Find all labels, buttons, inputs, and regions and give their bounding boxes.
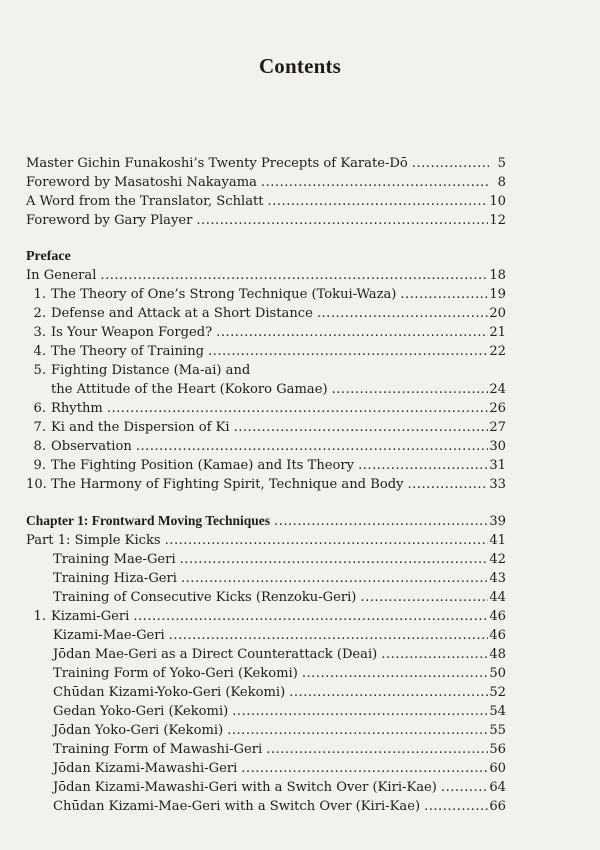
chapter-heading <box>26 511 506 531</box>
toc-entry-page: 31 <box>489 458 506 473</box>
toc-entry-text: Kizami-Mae-Geri <box>53 628 165 643</box>
kizami-items <box>26 626 506 816</box>
table-of-contents <box>26 154 506 833</box>
toc-entry-title <box>26 437 132 456</box>
toc-entry-title <box>26 740 262 759</box>
dot-leader <box>360 588 488 607</box>
toc-entry-number: 3. <box>33 325 46 340</box>
toc-entry-title <box>26 399 103 418</box>
toc-entry <box>26 192 506 211</box>
toc-entry-text: Observation <box>51 439 132 454</box>
toc-entry-title: Part 1: Simple Kicks <box>26 533 161 548</box>
dot-leader <box>100 266 488 285</box>
dot-leader <box>412 154 489 173</box>
toc-entry-text: Training Hiza-Geri <box>53 571 177 586</box>
toc-entry-text: The Harmony of Fighting Spirit, Technique and Body <box>51 477 404 492</box>
toc-entry-title <box>26 721 223 740</box>
dot-leader <box>332 380 489 399</box>
toc-entry-page: 12 <box>489 213 506 228</box>
toc-entry-title <box>26 607 129 626</box>
toc-entry-text: Training Form of Mawashi-Geri <box>53 742 263 757</box>
toc-entry-title <box>26 304 313 323</box>
toc-entry <box>26 626 506 645</box>
toc-entry <box>26 418 506 437</box>
toc-entry-text: Jōdan Kizami-Mawashi-Geri <box>53 761 238 776</box>
toc-entry-title <box>26 418 230 437</box>
toc-entry-text: Kizami-Geri <box>51 609 130 624</box>
toc-entry-page: 27 <box>489 420 506 435</box>
dot-leader <box>407 475 488 494</box>
preface-items <box>26 285 506 494</box>
toc-entry-page: 66 <box>489 799 506 814</box>
toc-entry <box>26 323 506 342</box>
toc-entry-page: 24 <box>489 382 506 397</box>
dot-leader <box>216 323 488 342</box>
toc-entry-title <box>26 778 437 797</box>
dot-leader <box>196 211 488 230</box>
section-heading: Preface <box>26 249 71 264</box>
toc-entry-page: 46 <box>489 628 506 643</box>
toc-entry-number: 5. <box>33 363 46 378</box>
toc-entry-title <box>26 475 403 494</box>
toc-entry-title: Foreword by Gary Player <box>26 213 193 228</box>
toc-entry-title: Foreword by Masatoshi Nakayama <box>26 175 257 190</box>
toc-entry <box>26 721 506 740</box>
toc-entry <box>26 173 506 192</box>
dot-leader <box>232 702 488 721</box>
toc-entry-page: 55 <box>489 723 506 738</box>
dot-leader <box>441 778 488 797</box>
toc-entry-text: Rhythm <box>51 401 103 416</box>
toc-entry-number: 7. <box>33 420 46 435</box>
toc-entry-title: Master Gichin Funakoshi’s Twenty Precepts of Karate-Dō <box>26 156 408 171</box>
toc-entry-title <box>26 323 212 342</box>
toc-entry-number: 6. <box>33 401 46 416</box>
dot-leader <box>289 683 488 702</box>
toc-entry-title <box>26 361 250 380</box>
toc-entry <box>26 266 506 285</box>
toc-entry <box>26 475 506 494</box>
dot-leader <box>180 550 489 569</box>
chapter1-group <box>26 511 506 816</box>
page-title: Contents <box>258 54 342 78</box>
toc-entry-text: The Theory of One’s Strong Technique (Tokui-Waza) <box>51 287 397 302</box>
toc-entry-number: 10. <box>26 477 47 492</box>
toc-entry-text: the Attitude of the Heart (Kokoro Gamae) <box>51 382 328 397</box>
toc-entry <box>26 550 506 569</box>
toc-entry-text: Jōdan Yoko-Geri (Kekomi) <box>53 723 224 738</box>
toc-entry-title <box>26 342 204 361</box>
toc-entry <box>26 399 506 418</box>
toc-entry-title: In General <box>26 268 97 283</box>
toc-entry-text: Training Form of Yoko-Geri (Kekomi) <box>53 666 298 681</box>
toc-entry-page: 44 <box>489 590 506 605</box>
toc-entry-title <box>26 759 237 778</box>
dot-leader <box>268 192 489 211</box>
toc-entry-page: 26 <box>489 401 506 416</box>
toc-entry-page: 64 <box>489 780 506 795</box>
toc-entry-title <box>26 456 354 475</box>
dot-leader <box>424 797 488 816</box>
toc-entry-page: 39 <box>489 514 506 529</box>
toc-entry <box>26 285 506 304</box>
dot-leader <box>317 304 488 323</box>
toc-entry-text: The Fighting Position (Kamae) and Its Theory <box>51 458 355 473</box>
toc-entry <box>26 531 506 550</box>
toc-entry-text: Chūdan Kizami-Mae-Geri with a Switch Over (Kiri-Kae) <box>53 799 421 814</box>
toc-entry-page: 46 <box>489 609 506 624</box>
toc-entry-title: A Word from the Translator, Schlatt <box>26 194 264 209</box>
toc-entry <box>26 664 506 683</box>
toc-entry-page: 56 <box>489 742 506 757</box>
toc-entry <box>26 702 506 721</box>
toc-entry-text: Gedan Yoko-Geri (Kekomi) <box>53 704 229 719</box>
toc-entry-page: 52 <box>489 685 506 700</box>
toc-entry-page: 43 <box>489 571 506 586</box>
toc-entry-text: Training of Consecutive Kicks (Renzoku-Geri) <box>53 590 357 605</box>
front-matter-group <box>26 154 506 230</box>
toc-entry-title <box>26 683 285 702</box>
toc-entry <box>26 645 506 664</box>
toc-entry-text: Ki and the Dispersion of Ki <box>51 420 230 435</box>
toc-entry-number: 4. <box>33 344 46 359</box>
dot-leader <box>133 607 488 626</box>
toc-entry <box>26 380 506 399</box>
toc-entry-number: 1. <box>33 609 46 624</box>
toc-entry-page: 18 <box>489 268 506 283</box>
toc-entry-page: 22 <box>489 344 506 359</box>
toc-entry-text: The Theory of Training <box>51 344 205 359</box>
toc-entry-page: 10 <box>489 194 506 209</box>
toc-entry-title <box>26 702 228 721</box>
toc-entry-title <box>26 664 298 683</box>
toc-entry <box>26 361 506 380</box>
toc-entry-page: 30 <box>489 439 506 454</box>
toc-entry-number: 1. <box>33 287 46 302</box>
dot-leader <box>227 721 488 740</box>
dot-leader <box>400 285 488 304</box>
chapter-heading-title: Chapter 1: Frontward Moving Techniques <box>26 513 271 528</box>
toc-entry-page: 54 <box>489 704 506 719</box>
toc-entry <box>26 607 506 626</box>
toc-entry-text: Training Mae-Geri <box>53 552 176 567</box>
dot-leader <box>358 456 488 475</box>
dot-leader <box>234 418 489 437</box>
toc-entry <box>26 211 506 230</box>
toc-entry-title <box>26 626 165 645</box>
toc-entry-page: 41 <box>489 533 506 548</box>
toc-entry <box>26 154 506 173</box>
toc-entry <box>26 797 506 816</box>
toc-entry-page: 33 <box>489 477 506 492</box>
toc-entry-page: 21 <box>489 325 506 340</box>
dot-leader <box>169 626 489 645</box>
toc-entry-page: 8 <box>497 175 506 190</box>
toc-entry-page: 20 <box>489 306 506 321</box>
toc-entry-page: 5 <box>497 156 506 171</box>
dot-leader <box>136 437 489 456</box>
toc-entry-title <box>26 550 176 569</box>
toc-entry-title <box>26 797 420 816</box>
toc-entry-number: 2. <box>33 306 46 321</box>
toc-entry <box>26 456 506 475</box>
toc-entry <box>26 569 506 588</box>
toc-entry-page: 42 <box>489 552 506 567</box>
dot-leader <box>181 569 488 588</box>
toc-entry <box>26 759 506 778</box>
toc-entry <box>26 437 506 456</box>
dot-leader <box>274 512 488 531</box>
toc-entry <box>26 683 506 702</box>
dot-leader <box>107 399 489 418</box>
dot-leader <box>165 531 489 550</box>
toc-entry-page: 50 <box>489 666 506 681</box>
toc-entry-text: Jōdan Kizami-Mawashi-Geri with a Switch Over (Kiri-Kae) <box>53 780 437 795</box>
toc-entry-title <box>26 569 177 588</box>
toc-entry-text: Fighting Distance (Ma-ai) and <box>51 363 251 378</box>
toc-entry-text: Jōdan Mae-Geri as a Direct Counterattack (Deai) <box>53 647 378 662</box>
toc-entry-title <box>26 380 328 399</box>
dot-leader <box>302 664 488 683</box>
toc-entry-page: 19 <box>489 287 506 302</box>
toc-entry-title <box>26 645 377 664</box>
preface-group <box>26 247 506 494</box>
dot-leader <box>241 759 488 778</box>
toc-entry <box>26 740 506 759</box>
toc-entry-title <box>26 588 356 607</box>
toc-entry-number: 9. <box>33 458 46 473</box>
toc-entry-page: 60 <box>489 761 506 776</box>
toc-entry <box>26 588 506 607</box>
toc-entry-text: Is Your Weapon Forged? <box>51 325 213 340</box>
toc-entry-title <box>26 285 396 304</box>
dot-leader <box>266 740 488 759</box>
toc-entry-page: 48 <box>489 647 506 662</box>
dot-leader <box>208 342 488 361</box>
toc-entry-number: 8. <box>33 439 46 454</box>
dot-leader <box>381 645 488 664</box>
toc-entry-text: Defense and Attack at a Short Distance <box>51 306 313 321</box>
toc-entry-text: Chūdan Kizami-Yoko-Geri (Kekomi) <box>53 685 286 700</box>
dot-leader <box>261 173 489 192</box>
toc-entry <box>26 778 506 797</box>
toc-entry <box>26 342 506 361</box>
part1-items <box>26 550 506 607</box>
toc-entry <box>26 304 506 323</box>
